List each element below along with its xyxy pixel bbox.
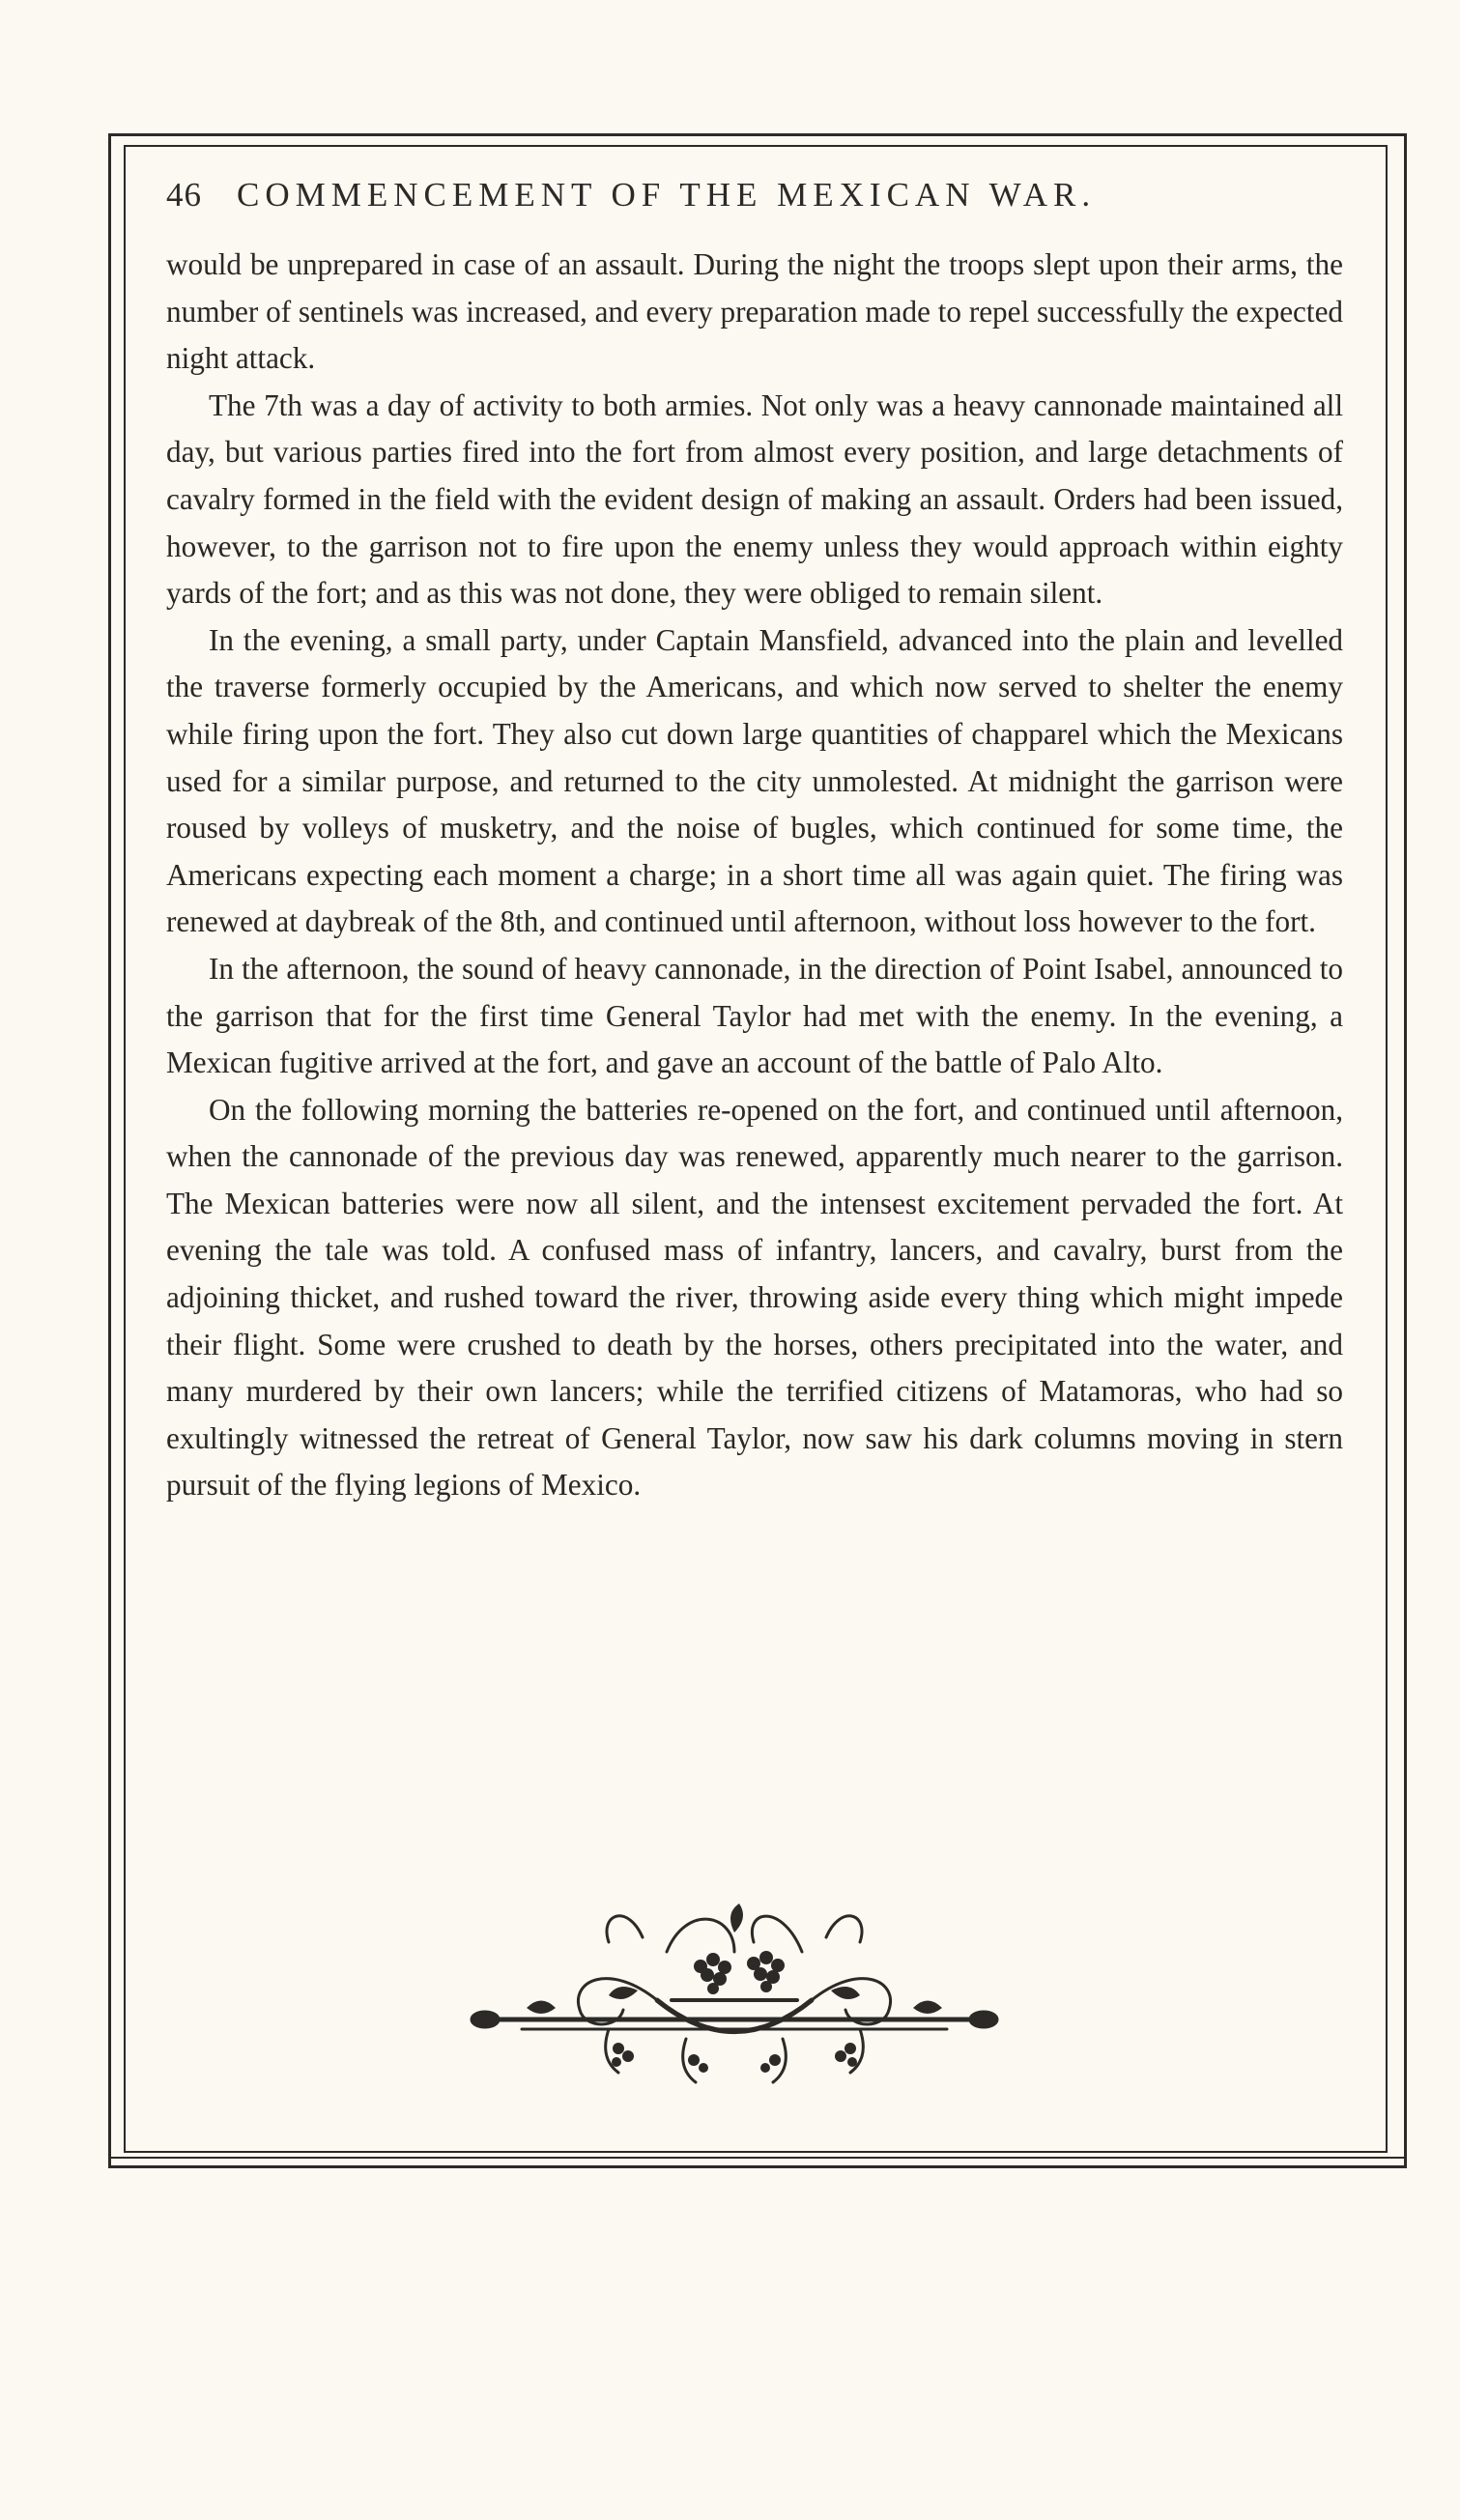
paragraph: The 7th was a day of activity to both armies. Not only was a heavy cannonade maintained all day, but various parties fired into the fort from almost every position, and large detachments of cavalry formed in the field with the evident design of making an assault. Orders had been issued, however, to the garrison not to fire upon the enemy unless they would approach within eighty yards of the fort; and as this was not done, they were obliged to remain silent. bbox=[166, 387, 1343, 611]
paragraph: In the afternoon, the sound of heavy cannonade, in the direction of Point Isabel, announced to the garrison that for the first time General Taylor had met with the enemy. In the evening, a Mexican fugitive arrived at the fort, and gave an account of the battle of Palo Alto. bbox=[166, 951, 1343, 1080]
running-head bbox=[166, 176, 1345, 226]
body-text bbox=[166, 242, 1343, 1509]
page-number: 46 bbox=[166, 176, 202, 214]
paragraph: would be unprepared in case of an assault. During the night the troops slept upon their arms, the number of sentinels was increased, and every preparation made to repel successfully the expected night attack. bbox=[166, 247, 1343, 376]
paragraph: On the following morning the batteries re-opened on the fort, and continued until afternoon, when the cannonade of the previous day was renewed, apparently much nearer to the garrison. The Mexican batteries were now all silent, and the intensest excitement pervaded the fort. At evening the tale was told. A confused mass of infantry, lancers, and cavalry, burst from the adjoining thicket, and rushed toward the river, throwing aside every thing which might impede their flight. Some were crushed to death by the horses, others precipitated into the water, and many murdered by their own lancers; while the terrified citizens of Matamoras, who had so exultingly witnessed the retreat of General Taylor, now saw his dark columns moving in stern pursuit of the flying legions of Mexico. bbox=[166, 1092, 1343, 1503]
floral-vignette-icon bbox=[464, 1894, 1005, 2087]
bottom-rule bbox=[108, 2157, 1407, 2159]
paragraph: In the evening, a small party, under Captain Mansfield, advanced into the plain and levelled the traverse formerly occupied by the Americans, and which now served to shelter the enemy while firing upon the fort. They also cut down large quantities of chapparel which the Mexicans used for a similar purpose, and returned to the city unmolested. At midnight the garrison were roused by volleys of musketry, and the noise of bugles, which continued for some time, the Americans expecting each moment a charge; in a short time all was again quiet. The firing was renewed at daybreak of the 8th, and continued until afternoon, without loss however to the fort. bbox=[166, 622, 1343, 939]
running-title: COMMENCEMENT OF THE MEXICAN WAR. bbox=[237, 176, 1097, 214]
